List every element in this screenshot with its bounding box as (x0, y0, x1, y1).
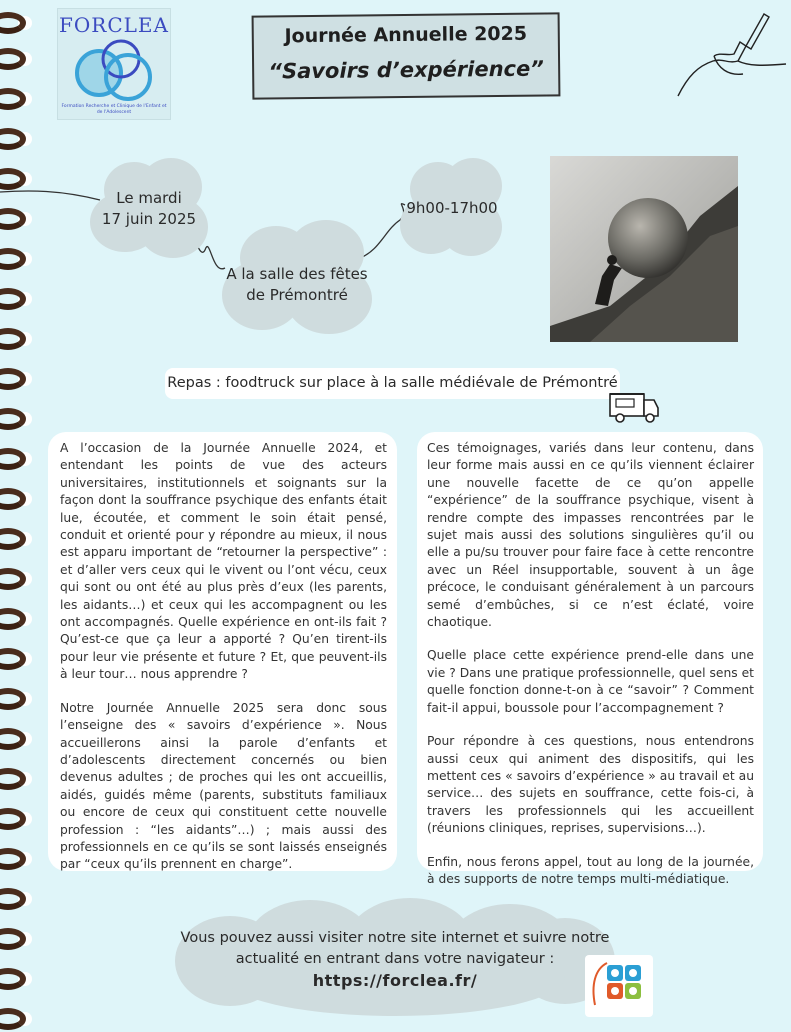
foodtruck-icon (608, 390, 660, 426)
right-paragraph-4: Enfin, nous ferons appel, tout au long de la journée, à des supports de notre temps multi-médiatique. (427, 854, 754, 886)
left-paragraph-2: Notre Journée Annuelle 2025 sera donc sous l’enseigne des « savoirs d’expérience ». Nous accueillerons ainsi la parole d’enfants et d’adolescents directement concernés ou bien devenus adultes ; de proches qui les ont accueillis, aidés, guidés même (parents, substituts familiaux ou encore de ceux qui constituent cette nouvelle profession : “les aidants”…) ; mais aussi des professionnels en ce qu’ils se sont laissés enseignés par “ceux qu’ils prennent en charge”. (60, 700, 387, 872)
spiral-ring (0, 286, 34, 312)
right-text-panel (417, 432, 763, 886)
spiral-ring (0, 10, 34, 36)
footer-text (170, 928, 620, 991)
venue-cloud (222, 220, 372, 336)
spiral-ring (0, 1006, 34, 1032)
spiral-ring (0, 926, 34, 952)
website-link[interactable]: https://forclea.fr/ (312, 971, 478, 990)
sisyphus-photo (550, 156, 738, 342)
footer-line1: Vous pouvez aussi visiter notre site internet et suivre notre (180, 930, 610, 946)
right-paragraph-3: Pour répondre à ces questions, nous entendrons aussi ceux qui animent des dispositifs, qui les mettent ces « savoirs d’expérience » au travail et au service… des sujets en souffrance, cette fois-ci, à travers les professionnels qui les accueillent (réunions cliniques, reprises, supervisions…). (427, 734, 754, 836)
spiral-ring (0, 566, 34, 592)
spiral-ring (0, 126, 34, 152)
date-line1: Le mardi (116, 189, 182, 207)
spiral-ring (0, 46, 34, 72)
footer-line2: actualité en entrant dans votre navigateur : (235, 951, 555, 967)
title-box (252, 12, 561, 99)
venue-line2: de Prémontré (246, 286, 348, 304)
accessibility-logo (585, 955, 653, 1017)
spiral-ring (0, 526, 34, 552)
spiral-ring (0, 846, 34, 872)
spiral-ring (0, 966, 34, 992)
repas-banner: Repas : foodtruck sur place à la salle médiévale de Prémontré (165, 368, 620, 399)
hand-pen-icon (668, 6, 788, 101)
date-line2: 17 juin 2025 (101, 210, 197, 228)
spiral-ring (0, 886, 34, 912)
spiral-ring (0, 766, 34, 792)
spiral-ring (0, 406, 34, 432)
spiral-ring (0, 646, 34, 672)
logo-subtitle: Formation Recherche et Clinique de l'Enfant et de l'Adolescent (61, 104, 167, 115)
logo-title: FORCLEA (59, 13, 169, 37)
spiral-ring (0, 366, 34, 392)
page-title: Journée Annuelle 2025 (284, 22, 528, 48)
spiral-ring (0, 686, 34, 712)
right-paragraph-2: Quelle place cette expérience prend-elle dans une vie ? Dans une pratique professionnelle, quel sens et quelle fonction donne-t-on à ce “savoir” ? Comment fait-il appui, boussole pour l’accompagnement ? (427, 648, 754, 715)
date-cloud (90, 158, 208, 260)
page-subtitle: “Savoirs d’expérience” (268, 56, 544, 84)
forclea-logo (57, 8, 171, 120)
logo-rings-icon (66, 33, 164, 103)
spiral-ring (0, 86, 34, 112)
spiral-ring (0, 446, 34, 472)
left-text-panel (48, 432, 397, 871)
venue-line1: A la salle des fêtes (226, 265, 368, 283)
spiral-ring (0, 326, 34, 352)
left-paragraph-1: A l’occasion de la Journée Annuelle 2024, et entendant les points de vue des acteurs universitaires, institutionnels et soignants sur la façon dont la souffrance psychique des enfants était lue, écoutée, et comment le soin était pensé, conduit et orienté pour y répondre au mieux, il nous est apparu important de “retourner la perspective” : et d’aller vers ceux qui le vivent ou l’ont vécu, ceux qui sont ou ont été au plus près d’eux (les parents, les aidants…) et ceux qui les accompagnent ou les ont accompagnés. Quelle expérience en ont-ils fait ? Qu’est-ce que ça leur a apporté ? Qu’en tirent-ils pour leur vie présente et future ? Et, que peuvent-ils à leur tour… nous apprendre ? (60, 441, 387, 682)
right-paragraph-1: Ces témoignages, variés dans leur contenu, dans leur forme mais aussi en ce qu’ils viennent éclairer une nouvelle facette de ce qu’on appelle “expérience” de la souffrance psychique, visent à rendre compte des impasses rencontrées par le sujet mais aussi des solutions singulières qu’il ou elle a pu/su trouver pour faire face à cette rencontre avec un Réel insupportable, souvent à un âge précoce, le conduisant généralement à un parcours semé d’embûches, si ce n’est éclaté, voire chaotique. (427, 441, 754, 630)
spiral-ring (0, 806, 34, 832)
spiral-ring (0, 726, 34, 752)
time-text: 9h00-17h00 (406, 199, 498, 217)
time-cloud (400, 158, 504, 258)
spiral-ring (0, 486, 34, 512)
spiral-ring (0, 606, 34, 632)
